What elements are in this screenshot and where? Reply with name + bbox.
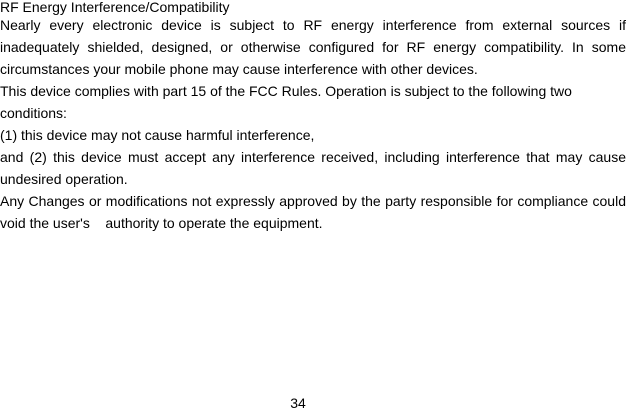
paragraph-condition-1: (1) this device may not cause harmful interference, xyxy=(0,127,315,143)
paragraph-fcc-compliance: This device complies with part 15 of the FCC Rules. Operation is subject to the following two conditions: xyxy=(0,83,572,121)
paragraph-rf-interference: Nearly every electronic device is subject to RF energy interference from external sources if inadequately shielded, designed, or otherwise configured for RF energy compatibility. In some circumstances your mobile phone may cause interference with other devices. xyxy=(0,17,626,77)
page-number: 34 xyxy=(290,395,306,411)
section-heading: RF Energy Interference/Compatibility xyxy=(0,0,230,15)
paragraph-modifications: Any Changes or modifications not expressly approved by the party responsible for compliance could void the user's authority to operate the equipment. xyxy=(0,193,626,231)
paragraph-condition-2: and (2) this device must accept any interference received, including interference that may cause undesired operation. xyxy=(0,149,626,187)
